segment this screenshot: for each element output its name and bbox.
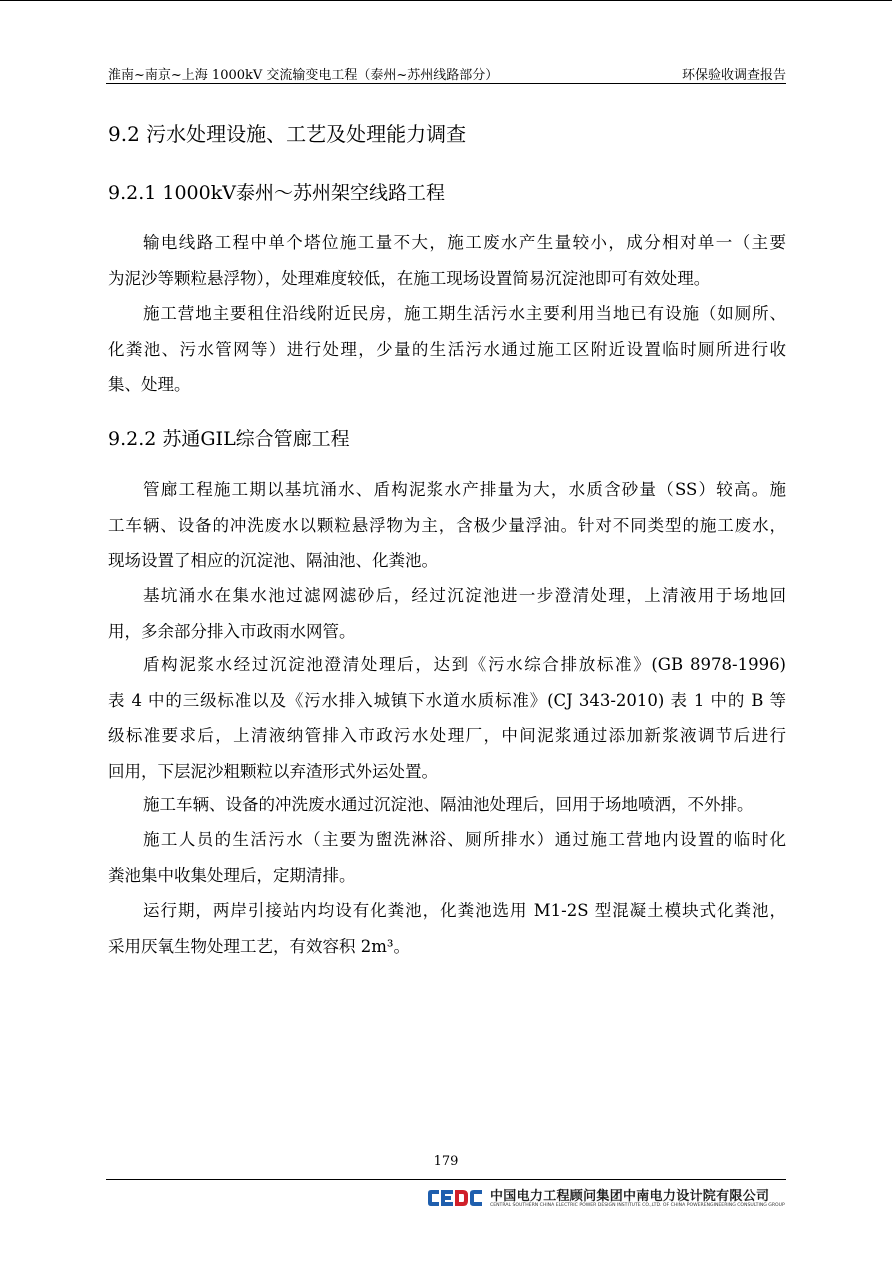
text-line: 用，多余部分排入市政雨水网管。 xyxy=(108,621,356,641)
company-name-english: CENTRAL SOUTHERN CHINA ELECTRIC POWER DESIGN INSTITUTE CO.,LTD. OF CHINA POWERENGINEERING CONSULTING GROUP xyxy=(490,1203,785,1208)
text-line: 表 4 中的三级标准以及《污水排入城镇下水道水质标准》(CJ 343-2010) 表 1 中的 B 等 xyxy=(108,690,786,710)
text-line: 施工车辆、设备的冲洗废水通过沉淀池、隔油池处理后，回用于场地喷洒，不外排。 xyxy=(143,795,754,814)
section-heading: 9.2 污水处理设施、工艺及处理能力调查 xyxy=(108,122,467,146)
text-line: 为泥沙等颗粒悬浮物），处理难度较低，在施工现场设置简易沉淀池即可有效处理。 xyxy=(108,268,711,288)
text-line: 工车辆、设备的冲洗废水以颗粒悬浮物为主，含极少量浮油。针对不同类型的施工废水， xyxy=(108,515,786,535)
top-border-rule xyxy=(0,0,892,1)
paragraph xyxy=(108,472,786,579)
subsection-heading-gil-tunnel: 9.2.2 苏通GIL综合管廊工程 xyxy=(108,428,350,450)
paragraph xyxy=(108,787,786,823)
footer-rule xyxy=(106,1179,786,1180)
subsection-heading-overhead-line: 9.2.1 1000kV泰州～苏州架空线路工程 xyxy=(108,182,445,204)
running-header-report-type: 环保验收调查报告 xyxy=(681,68,786,83)
running-header-project-title: 淮南~南京~上海 1000kV 交流输变电工程（泰州~苏州线路部分） xyxy=(108,68,499,83)
paragraph xyxy=(108,822,786,893)
text-line: 盾构泥浆水经过沉淀池澄清处理后，达到《污水综合排放标准》(GB 8978-1996) xyxy=(143,655,786,674)
paragraph xyxy=(108,647,786,789)
header-rule xyxy=(106,83,786,84)
text-line: 现场设置了相应的沉淀池、隔油池、化粪池。 xyxy=(108,551,438,570)
paragraph xyxy=(108,296,786,403)
text-line: 回用，下层泥沙粗颗粒以弃渣形式外运处置。 xyxy=(108,761,438,781)
text-line: 施工营地主要租住沿线附近民房，施工期生活污水主要利用当地已有设施（如厕所、 xyxy=(143,304,786,323)
text-line: 基坑涌水在集水池过滤网滤砂后，经过沉淀池进一步澄清处理，上清液用于场地回 xyxy=(143,586,786,605)
text-line: 级标准要求后，上清液纳管排入市政污水处理厂，中间泥浆通过添加新浆液调节后进行 xyxy=(108,726,786,745)
text-line: 集、处理。 xyxy=(108,375,191,394)
paragraph xyxy=(108,578,786,649)
text-line: 施工人员的生活污水（主要为盥洗淋浴、厕所排水）通过施工营地内设置的临时化 xyxy=(143,830,786,849)
text-line: 粪池集中收集处理后，定期清排。 xyxy=(108,865,356,885)
company-logo-icon xyxy=(426,1186,484,1210)
text-line: 采用厌氧生物处理工艺，有效容积 2m³。 xyxy=(108,936,411,956)
text-line: 输电线路工程中单个塔位施工量不大，施工废水产生量较小，成分相对单一（主要 xyxy=(143,233,786,252)
company-name-chinese: 中国电力工程顾问集团中南电力设计院有限公司 xyxy=(490,1189,770,1204)
text-line: 化粪池、污水管网等）进行处理，少量的生活污水通过施工区附近设置临时厕所进行收 xyxy=(108,339,786,359)
page-number: 179 xyxy=(433,1154,459,1169)
text-line: 管廊工程施工期以基坑涌水、盾构泥浆水产排量为大，水质含砂量（SS）较高。施 xyxy=(143,480,786,499)
paragraph xyxy=(108,225,786,296)
text-line: 运行期，两岸引接站内均设有化粪池，化粪池选用 M1-2S 型混凝土模块式化粪池， xyxy=(143,901,786,920)
paragraph xyxy=(108,893,786,964)
